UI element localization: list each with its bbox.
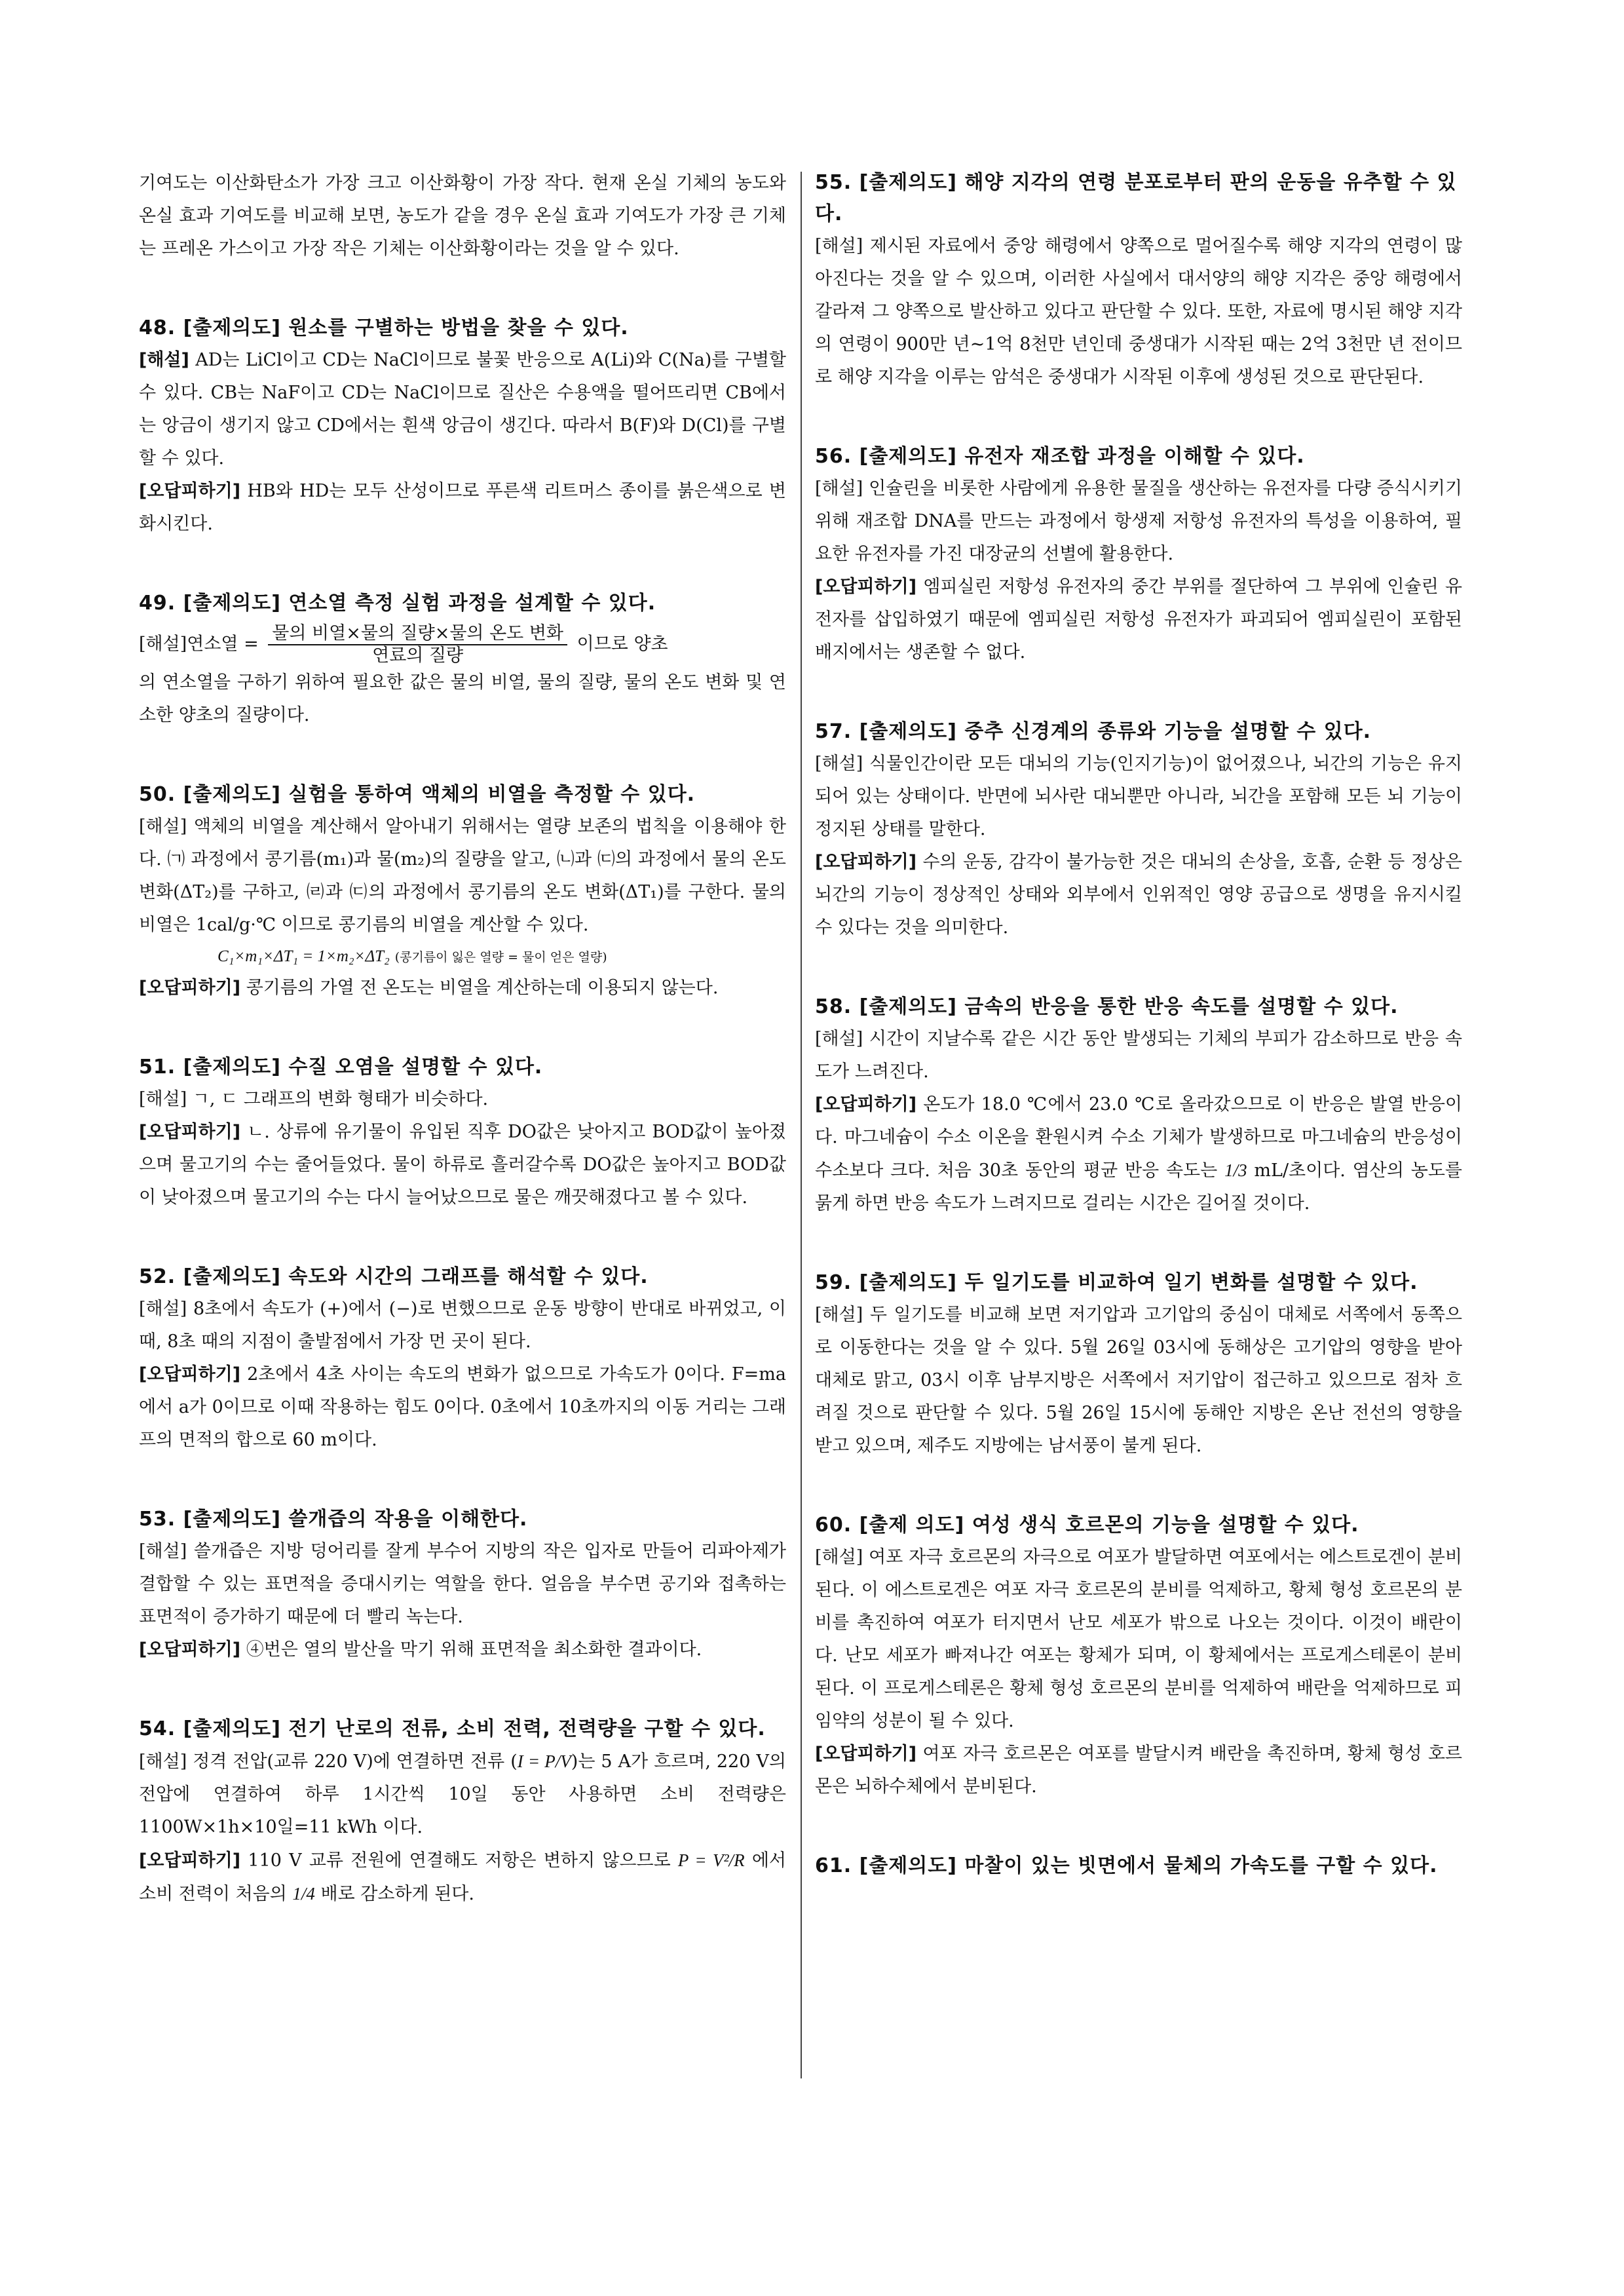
- wrong-answer-tag: [오답피하기]: [815, 1094, 917, 1115]
- q52-explanation: [139, 1293, 786, 1358]
- intro-section: [139, 167, 786, 265]
- question-53: [139, 1504, 786, 1666]
- right-column: [815, 167, 1462, 1929]
- question-50: [139, 779, 786, 1004]
- q58-wrong-text-b: mL/초이다. 염산의 농도를 묽게 하면 반응 속도가 느려지므로 걸리는 시간은 길어질 것이다.: [815, 1160, 1462, 1214]
- q48-heading: 48. [출제의도] 원소를 구별하는 방법을 찾을 수 있다.: [139, 316, 629, 339]
- q51-heading: 51. [출제의도] 수질 오염을 설명할 수 있다.: [139, 1056, 543, 1079]
- q55-explanation: [815, 230, 1462, 394]
- q50-formula: [139, 942, 786, 972]
- q53-heading: 53. [출제의도] 쓸개즙의 작용을 이해한다.: [139, 1508, 528, 1531]
- wrong-answer-tag: [오답피하기]: [139, 1364, 241, 1385]
- explanation-tag: [해설]: [139, 634, 187, 655]
- q51-explanation-text: ㄱ, ㄷ 그래프의 변화 형태가 비슷하다.: [192, 1089, 489, 1109]
- q54-explanation: [해설] 정격 전압(교류 220 V)에 연결하면 전류 (I = P/V)는 5 A가 흐르며, 220 V의 전압에 연결하여 하루 1시간씩 10일 동안 사용하면 소비 전력량은 1100W×1h×10일=11 kWh 이다.: [139, 1751, 786, 1837]
- q59-explanation-text: 두 일기도를 비교해 보면 저기압과 고기압의 중심이 대체로 서쪽에서 동쪽으로 이동한다는 것을 알 수 있다. 5월 26일 03시에 동해상은 고기압의 영향을 받아 대체로 맑고, 03시 이후 남부지방은 서쪽에서 저기압이 접근하고 있으므로 점차 흐려질 것으로 판단할 수 있다. 5월 26일 15시에 동해안 지방은 온난 전선의 영향을 받고 있으며, 제주도 지방에는 남서풍이 불게 된다.: [815, 1305, 1462, 1456]
- fraction-denominator: 연료의 질량: [372, 645, 464, 666]
- q54-wrong-text-c: 배로 감소하게 된다.: [320, 1884, 474, 1904]
- q54-explanation-text-b: 는 5 A가 흐르며, 220 V의 전압에 연결하여 하루 1시간씩 10일 동안 사용하면 소비 전력량은 1100W×1h×10일=11 kWh 이다.: [139, 1751, 786, 1837]
- q52-wrong: [139, 1358, 786, 1457]
- q59-heading: 59. [출제의도] 두 일기도를 비교하여 일기 변화를 설명할 수 있다.: [815, 1271, 1418, 1294]
- q48-wrong: [139, 475, 786, 541]
- explanation-tag: [해설]: [139, 1089, 187, 1109]
- wrong-answer-tag: [오답피하기]: [815, 852, 917, 872]
- q54-wrong-text-a: 110 V 교류 전원에 연결해도 저항은 변하지 않으므로: [248, 1850, 671, 1871]
- wrong-answer-tag: [오답피하기]: [139, 1850, 241, 1871]
- question-59: [815, 1267, 1462, 1463]
- q55-heading: 55. [출제의도] 해양 지각의 연령 분포로부터 판의 운동을 유추할 수 있다.: [815, 171, 1457, 225]
- q58-explanation: [815, 1023, 1462, 1088]
- question-56: [815, 441, 1462, 669]
- q58-wrong: [815, 1088, 1462, 1220]
- heat-balance-equation: C₁×m₁×ΔT₁ = 1×m₂×ΔT₂: [217, 947, 390, 965]
- q49-formula-lhs: 연소열 =: [187, 634, 259, 655]
- third-fraction: 1/3: [1224, 1160, 1247, 1180]
- explanation-tag: [해설]: [815, 1305, 863, 1325]
- q51-wrong-text: ㄴ. 상류에 유기물이 유입된 직후 DO값은 낮아지고 BOD값이 높아졌으며 물고기의 수는 줄어들었다. 물이 하류로 흘러갈수록 DO값은 높아지고 BOD값이 낮아졌으며 물고기의 수는 다시 늘어났으므로 물은 깨끗해졌다고 볼 수 있다.: [139, 1122, 786, 1208]
- q49-explanation-text: 의 연소열을 구하기 위하여 필요한 값은 물의 비열, 물의 질량, 물의 온도 변화 및 연소한 양초의 질량이다.: [139, 672, 786, 725]
- question-58: [815, 991, 1462, 1220]
- left-column: [139, 167, 786, 1958]
- wrong-answer-tag: [오답피하기]: [815, 577, 917, 597]
- q50-explanation: [139, 811, 786, 942]
- q60-wrong-text: 여포 자극 호르몬은 여포를 발달시켜 배란을 촉진하며, 황체 형성 호르몬은 뇌하수체에서 분비된다.: [815, 1744, 1462, 1797]
- explanation-tag: [해설]: [139, 1299, 187, 1319]
- question-57: [815, 716, 1462, 944]
- wrong-answer-tag: [오답피하기]: [139, 978, 241, 998]
- q60-explanation: [815, 1541, 1462, 1738]
- question-48: [139, 313, 786, 541]
- q50-wrong-text: 콩기름의 가열 전 온도는 비열을 계산하는데 이용되지 않는다.: [246, 978, 719, 998]
- q60-wrong: [815, 1738, 1462, 1803]
- q57-explanation: [815, 748, 1462, 846]
- current-formula: I = P/V: [517, 1751, 571, 1771]
- explanation-tag: [해설]: [815, 1547, 863, 1567]
- q48-explanation: [139, 344, 786, 475]
- question-55: [815, 167, 1462, 394]
- q57-wrong-text: 수의 운동, 감각이 불가능한 것은 대뇌의 손상을, 호흡, 순환 등 정상은 뇌간의 기능이 정상적인 상태와 외부에서 인위적인 영양 공급으로 생명을 유지시킬 수 있다는 것을 의미한다.: [815, 852, 1462, 938]
- question-52: [139, 1261, 786, 1457]
- q59-explanation: [815, 1299, 1462, 1463]
- q52-heading: 52. [출제의도] 속도와 시간의 그래프를 해석할 수 있다.: [139, 1265, 649, 1288]
- wrong-answer-tag: [오답피하기]: [139, 1639, 241, 1660]
- q51-explanation: [139, 1083, 786, 1116]
- q49-heading: 49. [출제의도] 연소열 측정 실험 과정을 설계할 수 있다.: [139, 592, 656, 615]
- q58-explanation-text: 시간이 지날수록 같은 시간 동안 발생되는 기체의 부피가 감소하므로 반응 속도가 느려진다.: [815, 1029, 1462, 1082]
- question-51: [139, 1052, 786, 1214]
- explanation-tag: [해설]: [139, 1541, 187, 1561]
- q50-wrong: [139, 972, 786, 1004]
- q50-heading: 50. [출제의도] 실험을 통하여 액체의 비열을 측정할 수 있다.: [139, 783, 696, 806]
- q56-heading: 56. [출제의도] 유전자 재조합 과정을 이해할 수 있다.: [815, 445, 1305, 468]
- q50-explanation-text: 액체의 비열을 계산해서 알아내기 위해서는 열량 보존의 법칙을 이용해야 한다. ㈀ 과정에서 콩기름(m₁)과 물(m₂)의 질량을 알고, ㈁과 ㈂의 과정에서 물의 온도 변화(ΔT₂)를 구하고, ㈃과 ㈂의 과정에서 콩기름의 온도 변화(ΔT₁)를 구한다. 물의 비열은 1cal/g·℃ 이므로 콩기름의 비열을 계산할 수 있다.: [139, 816, 786, 935]
- q49-formula-after: 이므로 양초: [576, 634, 668, 655]
- question-49: [139, 588, 786, 732]
- explanation-tag: [해설]: [815, 478, 863, 499]
- explanation-tag: [해설]: [139, 816, 187, 837]
- q56-explanation: [815, 472, 1462, 571]
- q58-heading: 58. [출제의도] 금속의 반응을 통한 반응 속도를 설명할 수 있다.: [815, 995, 1399, 1018]
- q55-explanation-text: 제시된 자료에서 중앙 해령에서 양쪽으로 멀어질수록 해양 지각의 연령이 많아진다는 것을 알 수 있으며, 이러한 사실에서 대서양의 해양 지각은 중앙 해령에서 갈라져 그 양쪽으로 발산하고 있다고 판단할 수 있다. 또한, 자료에 명시된 해양 지각의 연령이 900만 년~1억 8천만 년인데 중생대가 시작된 때는 2억 3천만 년 전이므로 해양 지각을 이루는 암석은 중생대가 시작된 이후에 생성된 것으로 판단된다.: [815, 236, 1462, 387]
- q52-explanation-text: 8초에서 속도가 (+)에서 (−)로 변했으므로 운동 방향이 반대로 바뀌었고, 이때, 8초 때의 지점이 출발점에서 가장 먼 곳이 된다.: [139, 1299, 786, 1352]
- q58-wrong-text-a: 온도가 18.0 ℃에서 23.0 ℃로 올라갔으므로 이 반응은 발열 반응이다. 마그네슘이 수소 이온을 환원시켜 수소 기체가 발생하므로 마그네슘의 반응성이 수소보다 크다. 처음 30초 동안의 평균 반응 속도는: [815, 1094, 1462, 1181]
- heat-balance-note: (콩기름이 잃은 열량 = 물이 얻은 열량): [394, 950, 607, 965]
- heat-of-combustion-fraction: [268, 623, 567, 666]
- quarter-fraction: 1/4: [292, 1884, 315, 1904]
- intro-text: 기여도는 이산화탄소가 가장 크고 이산화황이 가장 작다. 현재 온실 기체의 농도와 온실 효과 기여도를 비교해 보면, 농도가 같을 경우 온실 효과 기여도가 가장 큰 기체는 프레온 가스이고 가장 작은 기체는 이산화황이라는 것을 알 수 있다.: [139, 173, 786, 259]
- explanation-tag: [해설]: [139, 1751, 187, 1772]
- q53-explanation: [139, 1535, 786, 1634]
- explanation-tag: [해설]: [815, 754, 863, 774]
- q54-wrong-text-b: 에서 소비 전력이 처음의: [139, 1850, 786, 1904]
- wrong-answer-tag: [오답피하기]: [139, 1122, 241, 1142]
- q48-wrong-text: HB와 HD는 모두 산성이므로 푸른색 리트머스 종이를 붉은색으로 변화시킨다.: [139, 481, 786, 534]
- q54-heading: 54. [출제의도] 전기 난로의 전류, 소비 전력, 전력량을 구할 수 있다.: [139, 1717, 766, 1740]
- q56-wrong-text: 엠피실린 저항성 유전자의 중간 부위를 절단하여 그 부위에 인슐린 유전자를 삽입하였기 때문에 엠피실린 저항성 유전자가 파괴되어 엠피실린이 포함된 배지에서는 생존할 수 없다.: [815, 577, 1462, 662]
- column-divider: [801, 172, 802, 2078]
- q54-wrong: [139, 1844, 786, 1911]
- wrong-answer-tag: [오답피하기]: [139, 481, 241, 501]
- q53-wrong-text: ④번은 열의 발산을 막기 위해 표면적을 최소화한 결과이다.: [246, 1639, 702, 1660]
- q60-heading: 60. [출제 의도] 여성 생식 호르몬의 기능을 설명할 수 있다.: [815, 1514, 1359, 1537]
- q56-explanation-text: 인슐린을 비롯한 사람에게 유용한 물질을 생산하는 유전자를 다량 증식시키기 위해 재조합 DNA를 만드는 과정에서 항생제 저항성 유전자의 특성을 이용하여, 필요한 유전자를 가진 대장균의 선별에 활용한다.: [815, 478, 1462, 564]
- fraction-numerator: 물의 비열×물의 질량×물의 온도 변화: [268, 623, 567, 645]
- q53-wrong: [139, 1634, 786, 1666]
- question-54: [139, 1713, 786, 1911]
- q57-wrong: [815, 846, 1462, 944]
- q57-explanation-text: 식물인간이란 모든 대뇌의 기능(인지기능)이 없어졌으나, 뇌간의 기능은 유지되어 있는 상태이다. 반면에 뇌사란 대뇌뿐만 아니라, 뇌간을 포함해 모든 뇌 기능이 정지된 상태를 말한다.: [815, 754, 1462, 839]
- explanation-tag: [해설]: [139, 350, 189, 370]
- q57-heading: 57. [출제의도] 중추 신경계의 종류와 기능을 설명할 수 있다.: [815, 720, 1372, 743]
- q60-explanation-text: 여포 자극 호르몬의 자극으로 여포가 발달하면 여포에서는 에스트로겐이 분비된다. 이 에스트로겐은 여포 자극 호르몬의 분비를 억제하고, 황체 형성 호르몬의 분비를 촉진하여 여포가 터지면서 난모 세포가 밖으로 나오는 것이다. 이것이 배란이다. 난모 세포가 빠져나간 여포는 황체가 되며, 이 황체에서는 프로게스테론이 분비된다. 이 프로게스테론은 황체 형성 호르몬의 분비를 억제하여 배란을 억제하므로 피임약의 성분이 될 수 있다.: [815, 1547, 1462, 1731]
- q56-wrong: [815, 571, 1462, 669]
- question-60: [815, 1510, 1462, 1803]
- question-61: [815, 1850, 1462, 1882]
- explanation-tag: [해설]: [815, 1029, 863, 1049]
- q49-formula-line: [139, 623, 786, 666]
- wrong-answer-tag: [오답피하기]: [815, 1744, 917, 1764]
- q53-explanation-text: 쓸개즙은 지방 덩어리를 잘게 부수어 지방의 작은 입자로 만들어 리파아제가 결합할 수 있는 표면적을 증대시키는 역할을 한다. 얼음을 부수면 공기와 접촉하는 표면적이 증가하기 때문에 더 빨리 녹는다.: [139, 1541, 786, 1627]
- power-formula: P = V²/R: [677, 1850, 745, 1870]
- q61-heading: 61. [출제의도] 마찰이 있는 빗면에서 물체의 가속도를 구할 수 있다.: [815, 1854, 1438, 1877]
- q51-wrong: [139, 1116, 786, 1214]
- q52-wrong-text: 2초에서 4초 사이는 속도의 변화가 없으므로 가속도가 0이다. F=ma에서 a가 0이므로 이때 작용하는 힘도 0이다. 0초에서 10초까지의 이동 거리는 그래프의 면적의 합으로 60 m이다.: [139, 1364, 786, 1450]
- q48-explanation-text: AD는 LiCl이고 CD는 NaCl이므로 불꽃 반응으로 A(Li)와 C(Na)를 구별할 수 있다. CB는 NaF이고 CD는 NaCl이므로 질산은 수용액을 떨어뜨리면 CB에서는 앙금이 생기지 않고 CD에서는 흰색 앙금이 생긴다. 따라서 B(F)와 D(Cl)를 구별할 수 있다.: [139, 350, 786, 469]
- q54-explanation-text-a: 정격 전압(교류 220 V)에 연결하면 전류: [193, 1751, 505, 1772]
- explanation-tag: [해설]: [815, 236, 863, 256]
